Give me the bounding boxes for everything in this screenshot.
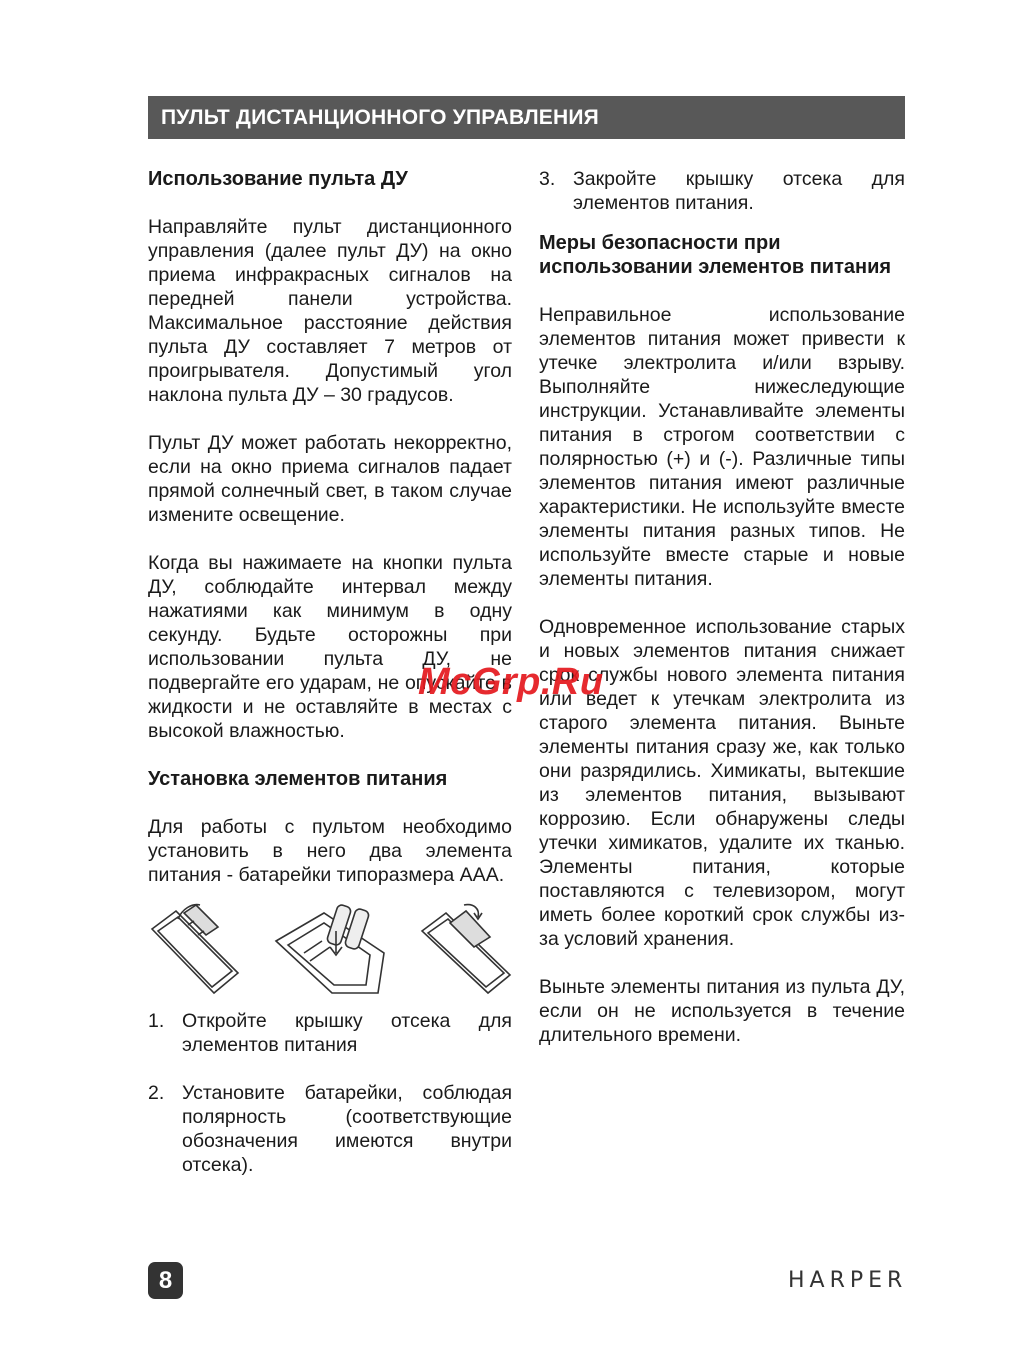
step-item (148, 1009, 512, 1057)
right-column (539, 167, 905, 1047)
page-number: 8 (148, 1262, 183, 1299)
heading-battery-safety: Меры безопасности при использовании элементов питания (539, 232, 892, 278)
step-item (539, 167, 905, 215)
heading-remote-usage: Использование пульта ДУ (148, 168, 408, 190)
step-text: Откройте крышку отсека для элементов питания (182, 1010, 512, 1056)
step-number: 3. (539, 168, 556, 190)
insert-batteries-illustration (274, 901, 386, 995)
paragraph: Направляйте пульт дистанционного управления (далее пульт ДУ) на окно приема инфракрасных сигналов на передней панели устройства. Максимальное расстояние действия пульта ДУ составляет 7 метров от проигрывателя. Допустимый угол наклона пульта ДУ – 30 градусов. (148, 216, 512, 406)
watermark: McGrp.Ru (418, 661, 604, 703)
paragraph: Пульт ДУ может работать некорректно, если на окно приема сигналов падает прямой солнечный свет, в таком случае измените освещение. (148, 432, 512, 526)
battery-illustrations (148, 901, 512, 995)
paragraph: Одновременное использование старых и новых элементов питания снижает срок службы нового элемента питания или ведет к утечкам электролита из старого элемента питания. Выньте элементы питания сразу же, как только они разрядились. Химикаты, вытекшие из элементов питания, вызывают коррозию. Если обнаружены следы утечки химикатов, удалите их тканью. Элементы питания, которые поставляются с телевизором, могут иметь более короткий срок службы из-за условий хранения. (539, 616, 905, 950)
paragraph: Выньте элементы питания из пульта ДУ, если он не используется в течение длительного времени. (539, 976, 905, 1046)
step-item (148, 1081, 512, 1177)
close-cover-illustration (420, 901, 512, 995)
heading-battery-install: Установка элементов питания (148, 768, 448, 790)
step-text: Закройте крышку отсека для элементов питания. (573, 168, 905, 214)
step-number: 2. (148, 1082, 165, 1104)
section-header (148, 96, 905, 139)
section-title: ПУЛЬТ ДИСТАНЦИОННОГО УПРАВЛЕНИЯ (161, 106, 599, 129)
open-cover-illustration (148, 901, 240, 995)
brand-logo: HARPER (788, 1268, 908, 1293)
paragraph: Для работы с пультом необходимо установить в него два элемента питания - батарейки типоразмера ААА. (148, 816, 512, 886)
step-number: 1. (148, 1010, 165, 1032)
step-text: Установите батарейки, соблюдая полярность (соответствующие обозначения имеются внутри отсека). (182, 1082, 512, 1176)
paragraph: Неправильное использование элементов питания может привести к утечке электролита и/или взрыву. Выполняйте нижеследующие инструкции. Устанавливайте элементы питания в строгом соответствии с полярностью (+) и (-). Различные типы элементов питания имеют различные характеристики. Не используйте вместе элементы питания разных типов. Не используйте вместе старые и новые элементы питания. (539, 304, 905, 590)
paragraph: Когда вы нажимаете на кнопки пульта ДУ, соблюдайте интервал между нажатиями как минимум в одну секунду. Будьте осторожны при использовании пульта ДУ, не подвергайте его ударам, не опускайте в жидкости и не оставляйте в местах с высокой влажностью. (148, 552, 512, 742)
